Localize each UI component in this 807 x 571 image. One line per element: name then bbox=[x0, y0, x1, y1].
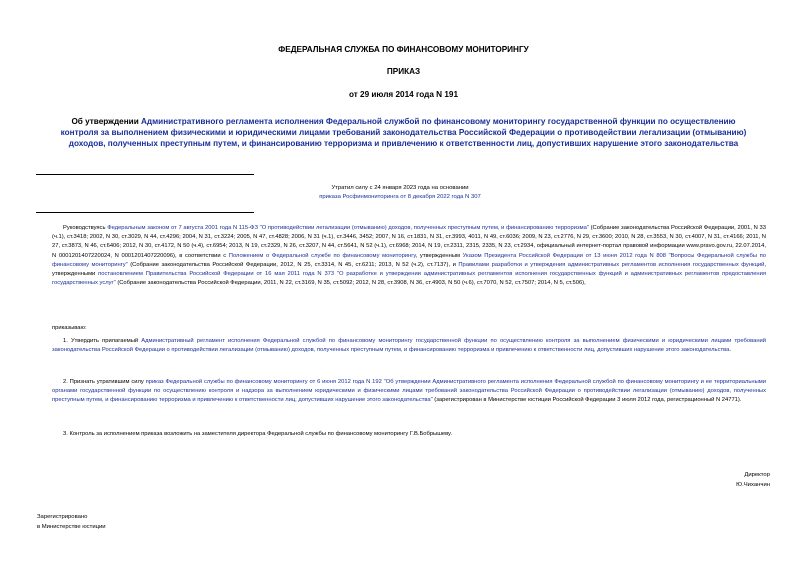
signatory-name: Ю.Чиханчин bbox=[736, 482, 770, 488]
document-title bbox=[52, 116, 755, 149]
registration-line-2: в Министерстве юстиции bbox=[37, 524, 106, 530]
preamble-text-1: Руководствуясь bbox=[63, 225, 108, 231]
status-note-text: Утратил силу с 24 января 2023 года на основании bbox=[331, 185, 469, 191]
status-note bbox=[200, 184, 600, 202]
item-2-paragraph bbox=[52, 378, 766, 406]
preamble-text-4: (Собрание законодательства Российской Федерации, 2012, N 25, ст.3314, N 45, ст.6211; 2013, N 52 (ч.2), ст.7137), и bbox=[127, 261, 459, 268]
preamble-text-5: , утвержденными bbox=[52, 261, 766, 278]
divider-top bbox=[36, 174, 254, 175]
regulation-position-link[interactable]: Положением о Федеральной службе по финансовому мониторингу bbox=[228, 252, 416, 259]
item-1-text: 1. Утвердить прилагаемый bbox=[63, 338, 142, 344]
item-3-paragraph: 3. Контроль за исполнением приказа возложить на заместителя директора Федеральной службы по финансовому мониторингу Г.В.Бобрышеву. bbox=[63, 431, 452, 437]
repeal-order-link[interactable]: приказа Росфинмониторинга от 8 декабря 2022 года N 307 bbox=[319, 194, 481, 200]
signature-block bbox=[736, 470, 770, 490]
order-word: приказываю: bbox=[52, 325, 87, 331]
title-regulation-link[interactable]: Административного регламента исполнения Федеральной службой по финансовому мониторингу государственной функции по осуществлению контроля за выполнением физическими и юридическими лицами требований законодательства Российской Федерации о противодействии легализации (отмыванию) доходов, полученных преступным путем, и финансированию терроризма и привлечению к ответственности лиц, допустивших нарушение этого законодательства bbox=[60, 117, 747, 148]
date-number-heading: от 29 июля 2014 года N 191 bbox=[348, 90, 459, 99]
government-resolution-link[interactable]: постановлением Правительства Российской Федерации от 16 мая 2011 года N 373 "О разработке и утверждении административных регламентов исполнения государственных функций и административных регламентов предоставления государственных услуг" bbox=[52, 271, 767, 287]
presidential-decree-link[interactable]: Указом Президента Российской Федерации от 13 июня 2012 года N 808 "Вопросы Федеральной службы по финансовому мониторингу" bbox=[52, 252, 766, 268]
agency-heading: ФЕДЕРАЛЬНАЯ СЛУЖБА ПО ФИНАНСОВОМУ МОНИТОРИНГУ bbox=[278, 45, 529, 54]
signatory-role: Директор bbox=[744, 472, 770, 478]
divider-bottom bbox=[36, 212, 254, 213]
item-2-text: 2. Признать утратившим силу bbox=[63, 379, 146, 385]
rules-link[interactable]: Правилами разработки и утверждения административных регламентов исполнения государственных функций bbox=[458, 261, 765, 268]
repealed-order-link[interactable]: приказ Федеральной службы по финансовому мониторингу от 6 июня 2012 года N 192 "Об утверждении Административного регламента исполнения Федеральной службой по финансовому мониторингу и ее территориальными органами государственной функции по осуществлению контроля и надзора за выполнением юридическими и физическими лицами требований законодательства Российской Федерации о противодействии легализации (отмыванию) доходов, полученных преступным путем, и финансированию терроризма и привлечению к ответственности лиц, допустивших нарушение этого законодательства" bbox=[52, 379, 766, 404]
preamble-text-6: (Собрание законодательства Российской Федерации, 2011, N 22, ст.3169, N 35, ст.5092; 2012, N 28, ст.3908, N 36, ст.4903, N 50 (ч.6), ст.7070, N 52, ст.7507; 2014, N 5, ст.506), bbox=[115, 280, 586, 287]
approved-regulation-link[interactable]: Административный регламент исполнения Федеральной службой по финансовому мониторингу государственной функции по осуществлению контроля за выполнением физическими и юридическими лицами требований законодательства Российской Федерации о противодействии легализации (отмыванию) доходов, полученных преступным путем, и финансированию терроризма и привлечению к ответственности лиц, допустивших нарушение этого законодательства bbox=[52, 338, 766, 354]
item-2-end: (зарегистрирован в Министерстве юстиции Российской Федерации 3 июля 2012 года, регистрационный N 24771). bbox=[432, 397, 742, 404]
item-1-paragraph bbox=[52, 337, 766, 355]
item-1-end: . bbox=[729, 347, 731, 354]
preamble-paragraph bbox=[52, 224, 766, 288]
registration-line-1: Зарегистрировано bbox=[37, 514, 88, 520]
preamble-text-3: , утвержденным bbox=[415, 252, 463, 259]
preamble-text-2: (Собрание законодательства Российской Федерации, 2001, N 33 (ч.1), ст.3418; 2002, N 30, ст.3029, N 44, ст.4296; 2004, N 31, ст.3224; 2005, N 47, ст.4828; 2006, N 31 (ч.1), ст.3446, 3452; 2007, N 16, ст.1831, N 31, ст.3993, 4011, N 49, ст.6036; 2009, N 23, ст.2776, N 29, ст.3600; 2010, N 28, ст.3553, N 30, ст.4007, N 31, ст.4166; 2011, N 27, ст.3873, N 46, ст.6406; 2012, N 30, ст.4172, N 50 (ч.4), ст.6954; 2013, N 19, ст.2329, N 26, ст.3207, N 44, ст.5641, N 52 (ч.1), ст.6968; 2014, N 19, ст.2311, 2315, 2335, N 23, ст.2934, официальный интернет-портал правовой информации www.pravo.gov.ru, 22.07.2014, N 0001201407220024, N 0001201407220096), в соответствии с bbox=[52, 225, 766, 259]
registration-block bbox=[37, 512, 106, 532]
doc-type-heading: ПРИКАЗ bbox=[386, 67, 421, 76]
federal-law-link[interactable]: Федеральным законом от 7 августа 2001 года N 115-ФЗ "О противодействии легализации (отмыванию) доходов, полученных преступным путем, и финансированию терроризма" bbox=[107, 225, 589, 231]
title-prefix: Об утверждении bbox=[71, 117, 142, 126]
